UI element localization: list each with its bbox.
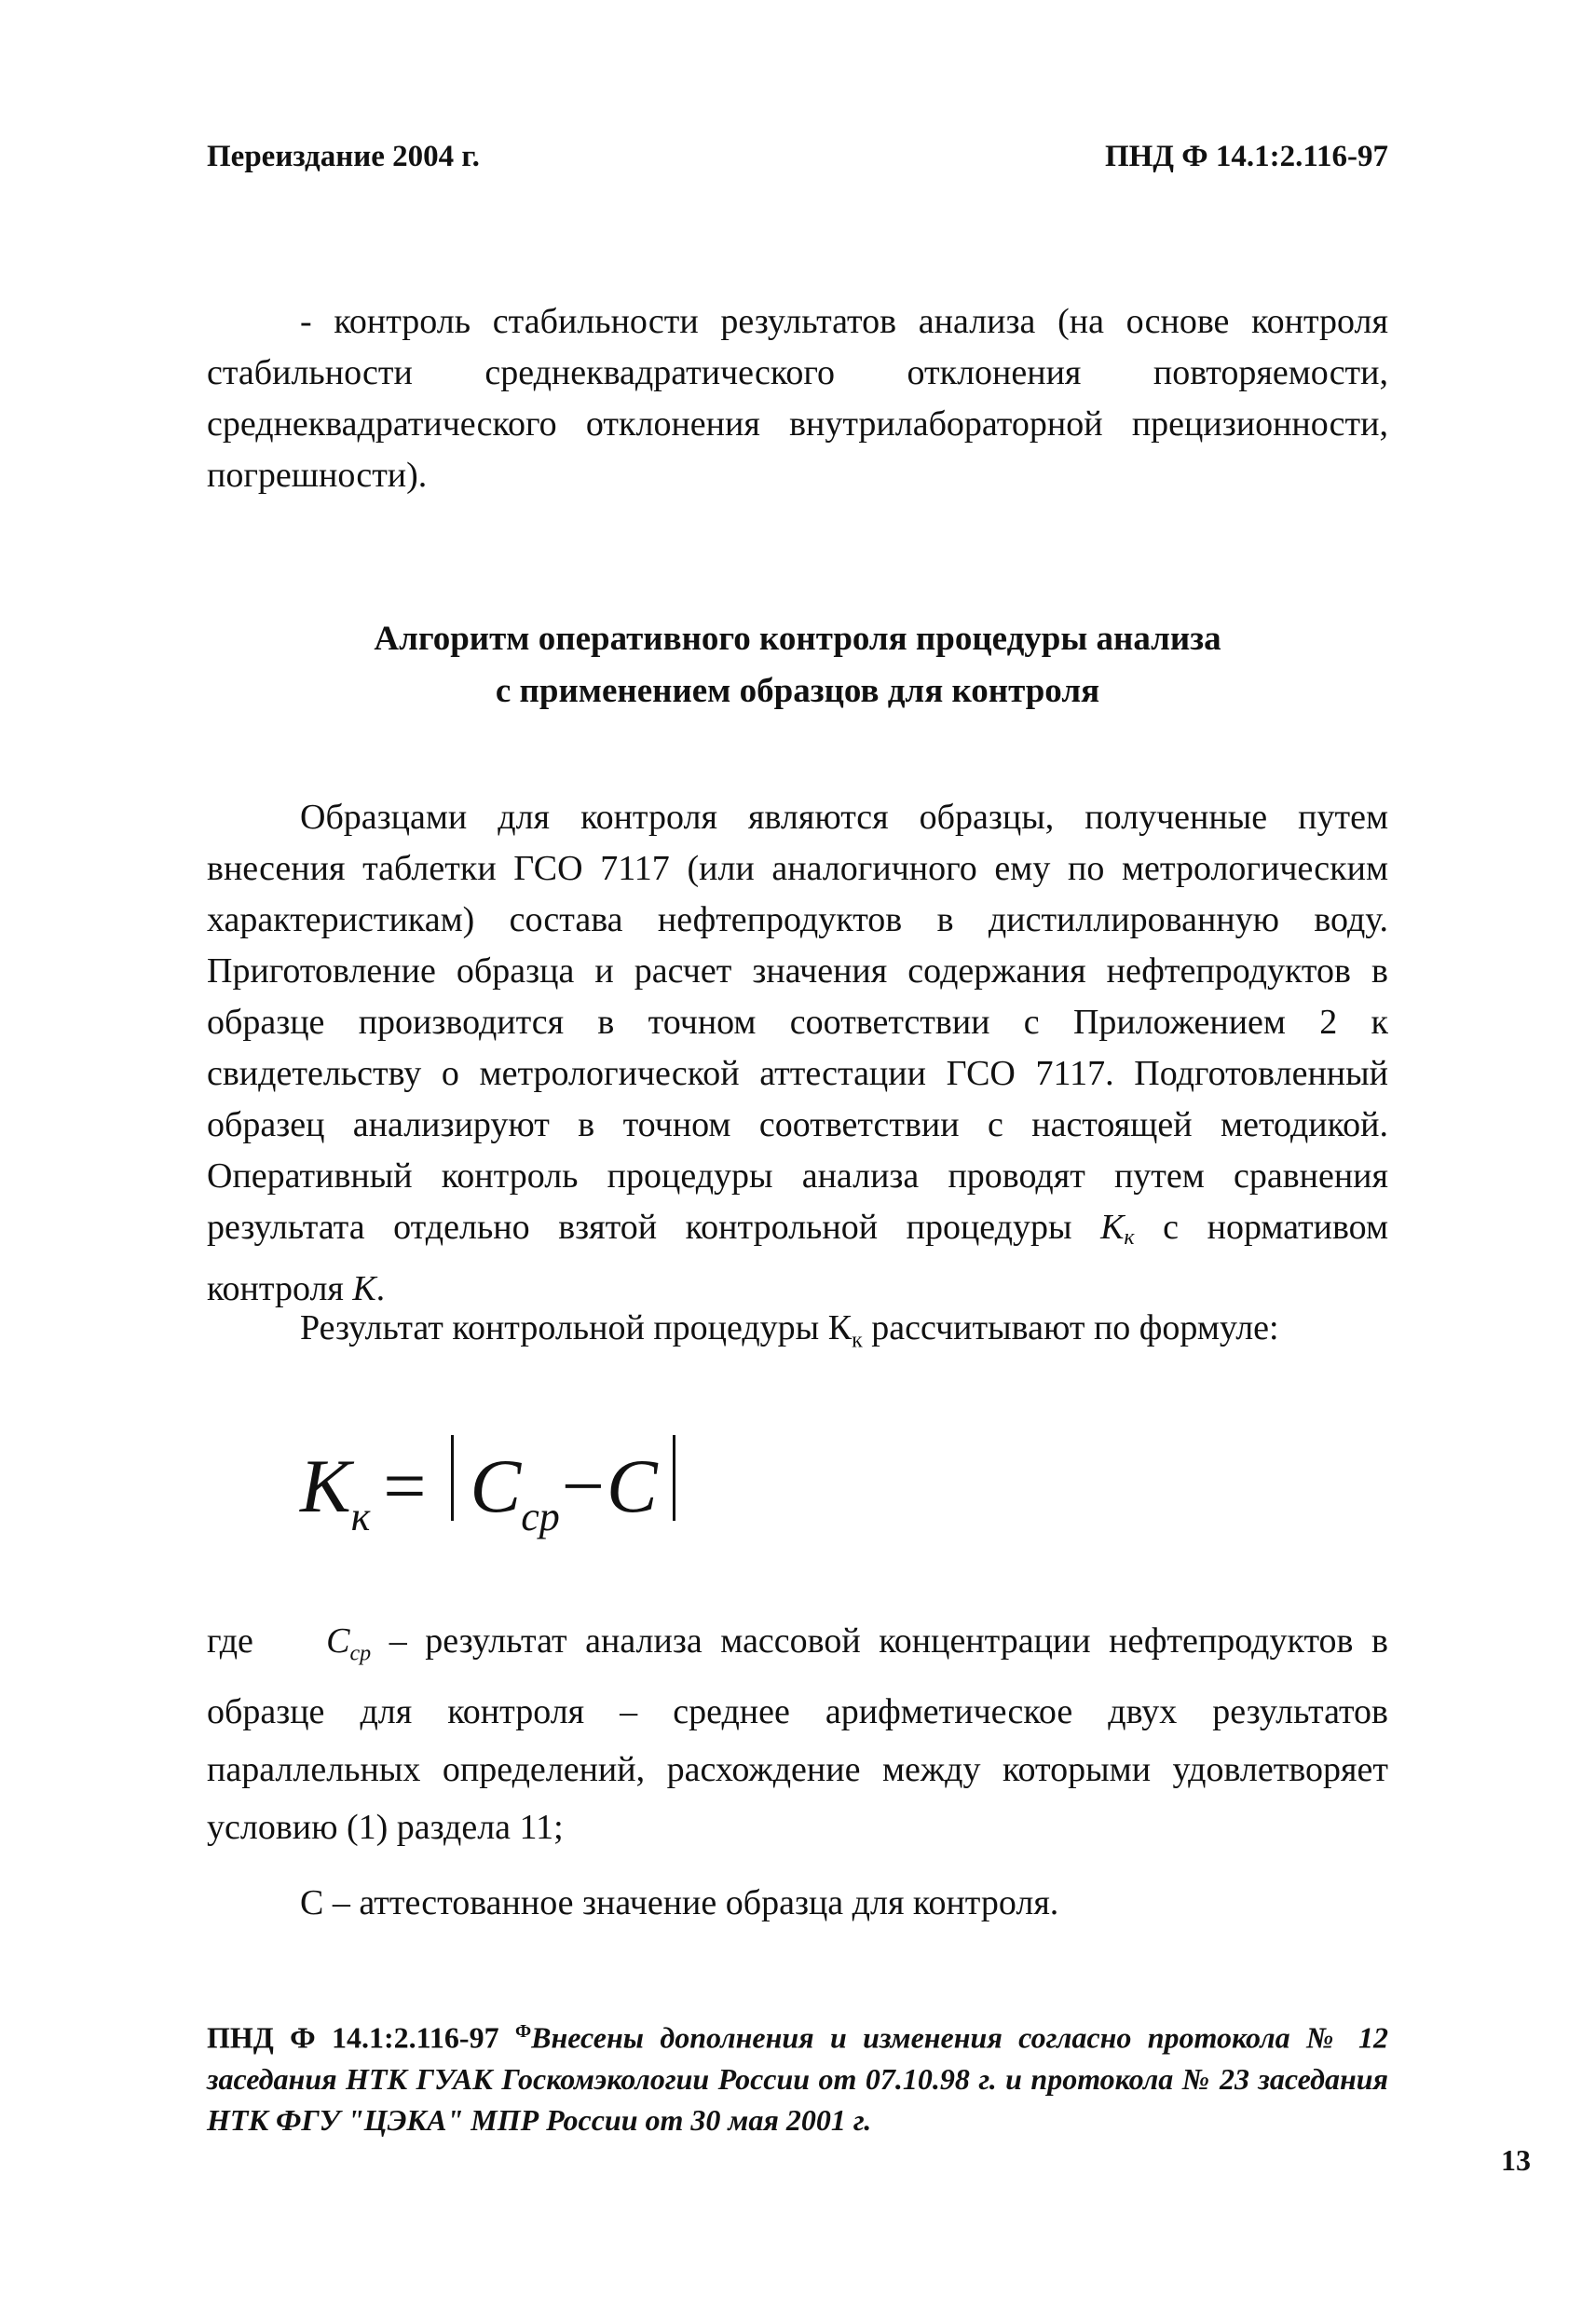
section-heading-line-1: Алгоритм оперативного контроля процедуры анализа	[374, 620, 1221, 658]
amendment-footnote	[207, 2011, 1388, 2140]
kk-subscript: к	[1124, 1225, 1135, 1250]
abs-bar-left	[451, 1435, 454, 1521]
k-symbol: К	[352, 1269, 376, 1308]
formula-intro-sub: к	[852, 1328, 863, 1353]
reissue-header: Переиздание 2004 г.	[207, 140, 480, 173]
footnote-text: Внесены дополнения и изменения согласно протокола № 12 заседания НТК ГУАК Госкомэкологии России от 07.10.98 г. и протокола № 23 заседания НТК ФГУ "ЦЭКА" МПР России от 30 мая 2001 г.	[207, 2020, 1389, 2137]
page-number: 13	[1501, 2143, 1531, 2177]
formula-c1: C	[470, 1443, 522, 1528]
footnote-code: ПНД Ф 14.1:2.116-97	[207, 2020, 515, 2055]
control-samples-mid: с нормативом контроля	[207, 1208, 1388, 1308]
definition-cp-text: результат анализа массовой концентрации нефтепродуктов в образце для контроля – среднее арифметическое двух результатов параллельных определений, расхождение между которыми удовлетворяет условию (1) раздела 11;	[207, 1621, 1389, 1847]
document-code-header: ПНД Ф 14.1:2.116-97	[1104, 140, 1388, 173]
intro-paragraph: - контроль стабильности результатов анализа (на основе контроля стабильности среднеквадратического отклонения повторяемости, среднеквадратического отклонения внутрилабораторной прецизионности, погрешности).	[207, 302, 1388, 495]
formula-lhs: K	[300, 1443, 351, 1528]
definition-dash: –	[371, 1621, 426, 1661]
kk-formula	[300, 1435, 766, 1547]
formula-equals: =	[383, 1443, 427, 1528]
formula-minus: −	[561, 1443, 606, 1528]
formula-c2: C	[607, 1443, 658, 1528]
abs-bar-right	[673, 1435, 675, 1521]
cp-symbol	[326, 1621, 372, 1666]
section-heading-line-2: с применением образцов для контроля	[495, 672, 1100, 710]
cp-symbol-sub: ср	[349, 1641, 372, 1666]
formula-intro-after: рассчитывают по формуле:	[862, 1308, 1279, 1347]
control-samples-end: .	[375, 1269, 386, 1308]
footnote-mark: Ф	[514, 2021, 532, 2042]
formula-c1-sub: ср	[521, 1494, 560, 1539]
where-word: где	[207, 1621, 253, 1661]
formula-intro	[207, 1303, 1388, 1367]
definition-c: С – аттестованное значение образца для контроля.	[300, 1883, 1059, 1922]
kk-symbol: К	[1100, 1208, 1125, 1247]
control-samples-paragraph	[207, 792, 1388, 1315]
control-samples-text: Образцами для контроля являются образцы, полученные путем внесения таблетки ГСО 7117 (или аналогичного ему по метрологическим характеристикам) состава нефтепродуктов в дистиллированную воду. Приготовление образца и расчет значения содержания нефтепродуктов в образце производится в точном соответствии с Приложением 2 к свидетельству о метрологической аттестации ГСО 7117. Подготовленный образец анализируют в точном соответствии с настоящей методикой. Оперативный контроль процедуры анализа проводят путем сравнения результата отдельно взятой контрольной процедуры	[207, 798, 1388, 1247]
definition-cp	[207, 1612, 1388, 1856]
formula-lhs-sub: к	[350, 1494, 371, 1539]
cp-symbol-letter: C	[326, 1621, 350, 1661]
section-heading	[207, 613, 1388, 718]
formula-intro-before: Результат контрольной процедуры К	[300, 1308, 853, 1347]
